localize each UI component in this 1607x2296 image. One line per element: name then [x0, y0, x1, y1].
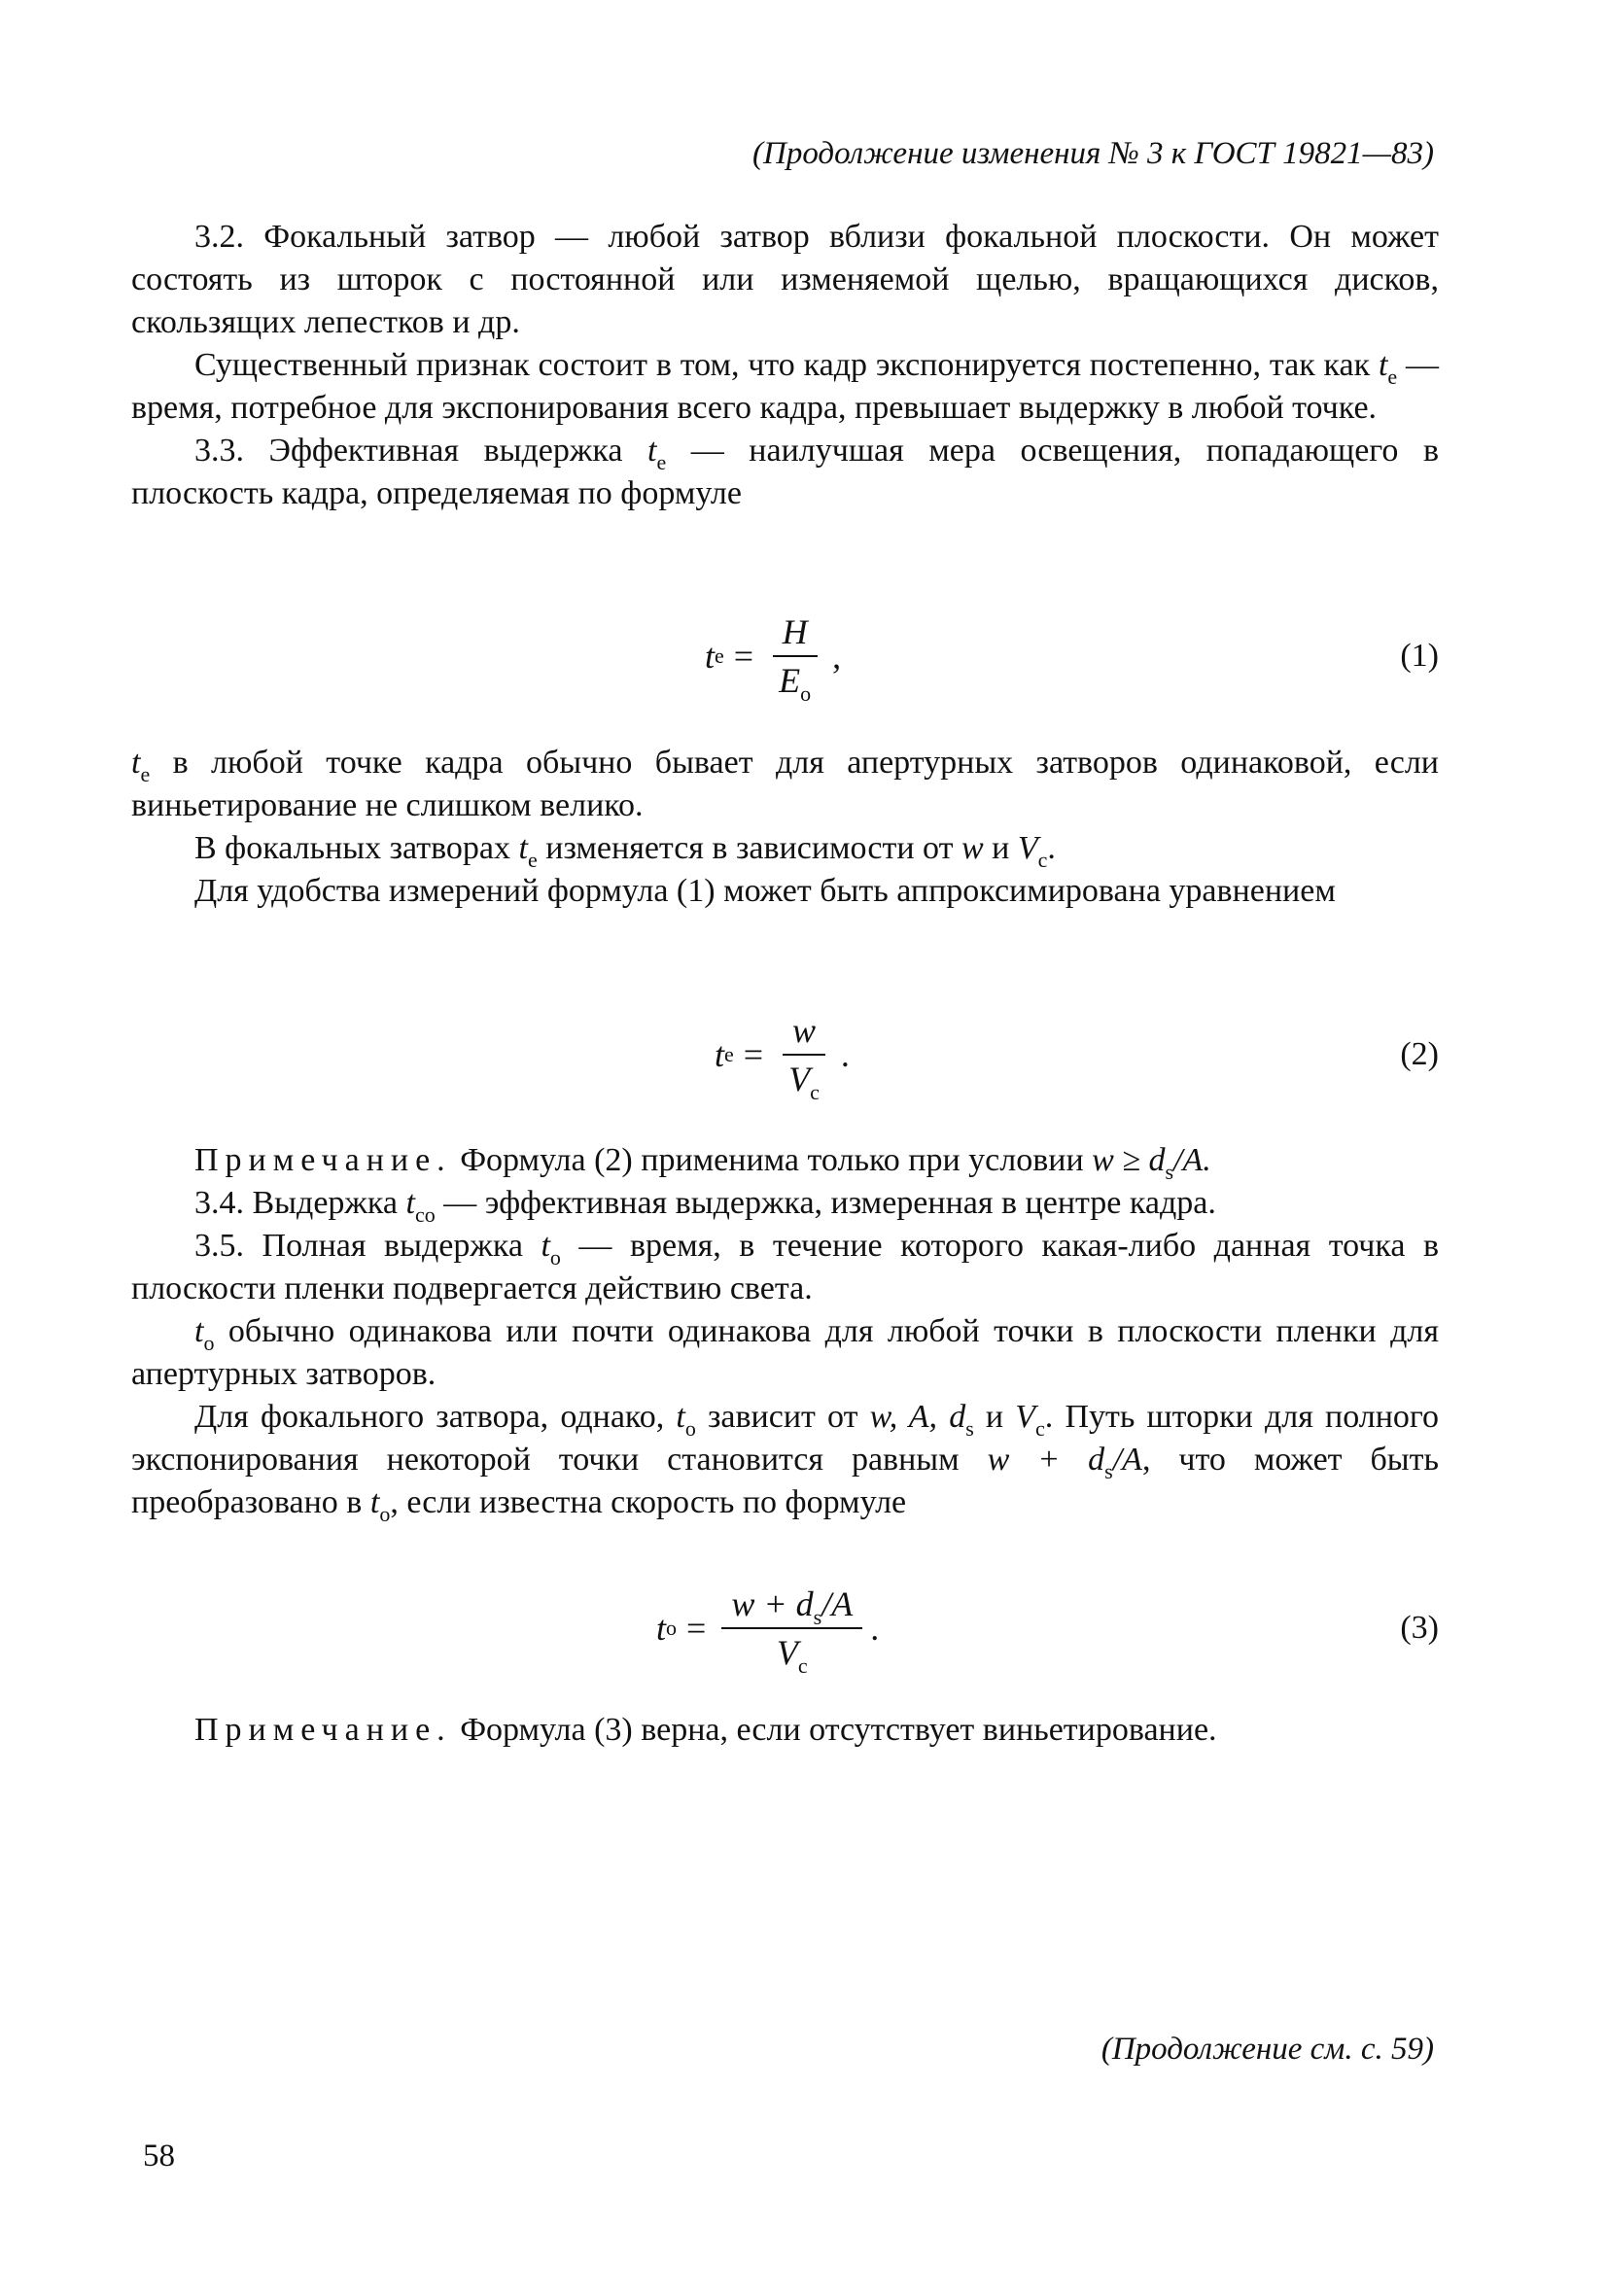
text-block-2	[131, 742, 1439, 913]
paragraph-3-2: 3.2. Фокальный затвор — любой затвор вблизи фокальной плоскости. Он может состоять из шторок с постоянной или изменяемой щелью, вращающихся дисков, скользящих лепестков и др.	[131, 219, 1439, 340]
continuation-footer: (Продолжение см. с. 59)	[1100, 2032, 1434, 2067]
note-1: Примечание. Формула (2) применима только при условии $w \ge d_s/A$.	[194, 1142, 1211, 1184]
paragraph-3-4: 3.4. Выдержка $t_{co}$ — эффективная выдержка, измеренная в центре кадра.	[194, 1185, 1216, 1227]
paragraph-focal: В фокальных затворах $t_e$ изменяется в зависимости от w и $V_c$.	[194, 830, 1056, 872]
paragraph-3-3: 3.3. Эффективная выдержка $t_e$ — наилучшая мера освещения, попадающего в плоскость кадра, определяемая по формуле	[131, 433, 1439, 511]
paragraph-feature: Существенный признак состоит в том, что кадр экспонируется постепенно, так как $t_e$ — время, потребное для экспонирования всего кадра, превышает выдержку в любой точке.	[131, 347, 1439, 426]
formula-2: t e = $\frac{w}{V_c}$ .	[715, 1011, 850, 1104]
text-block-1	[131, 216, 1439, 515]
fraction: $\frac{H}{E_o}$	[769, 611, 821, 701]
note-2: Примечание. Формула (3) верна, если отсутствует виньетирование.	[194, 1712, 1217, 1748]
page-number: 58	[143, 2139, 175, 2174]
paragraph-te-note: $t_e$ в любой точке кадра обычно бывает для апертурных затворов одинаковой, если виньетирование не слишком велико.	[131, 745, 1439, 823]
text-block-4	[131, 1709, 1439, 1752]
equation-number-3: (3)	[1400, 1610, 1439, 1646]
paragraph-to-note: $t_o$ обычно одинакова или почти одинакова для любой точки в плоскости пленки для апертурных затворов.	[131, 1313, 1439, 1392]
formula-1: t e = $\frac{H}{E_o}$ ,	[705, 612, 842, 706]
paragraph-approx: Для удобства измерений формула (1) может быть аппроксимирована уравнением	[194, 873, 1336, 909]
paragraph-focal-shutter: Для фокального затвора, однако, $t_o$ зависит от w, A, $d_s$ и $V_c$. Путь шторки для полного экспонирования некоторой точки становится равным $w + d_s/A$, что может быть преобразовано в $t_o$, если известна скорость по формуле	[131, 1399, 1440, 1526]
continuation-header: (Продолжение изменения № 3 к ГОСТ 19821—83)	[752, 136, 1434, 171]
fraction: $\frac{w + d_s/A}{V_c}$	[721, 1583, 862, 1673]
equation-number-2: (2)	[1400, 1036, 1439, 1072]
formula-1-row	[131, 603, 1439, 710]
formula-2-row	[131, 1001, 1439, 1108]
fraction: $\frac{w}{V_c}$	[779, 1010, 829, 1099]
text-block-3	[131, 1139, 1439, 1524]
formula-3: t o = $\frac{w + d_s/A}{V_c}$ .	[656, 1584, 880, 1678]
equation-number-1: (1)	[1400, 638, 1439, 674]
paragraph-3-5: 3.5. Полная выдержка $t_o$ — время, в течение которого какая-либо данная точка в плоскости пленки подвергается действию света.	[131, 1228, 1439, 1306]
formula-3-row	[131, 1575, 1439, 1682]
